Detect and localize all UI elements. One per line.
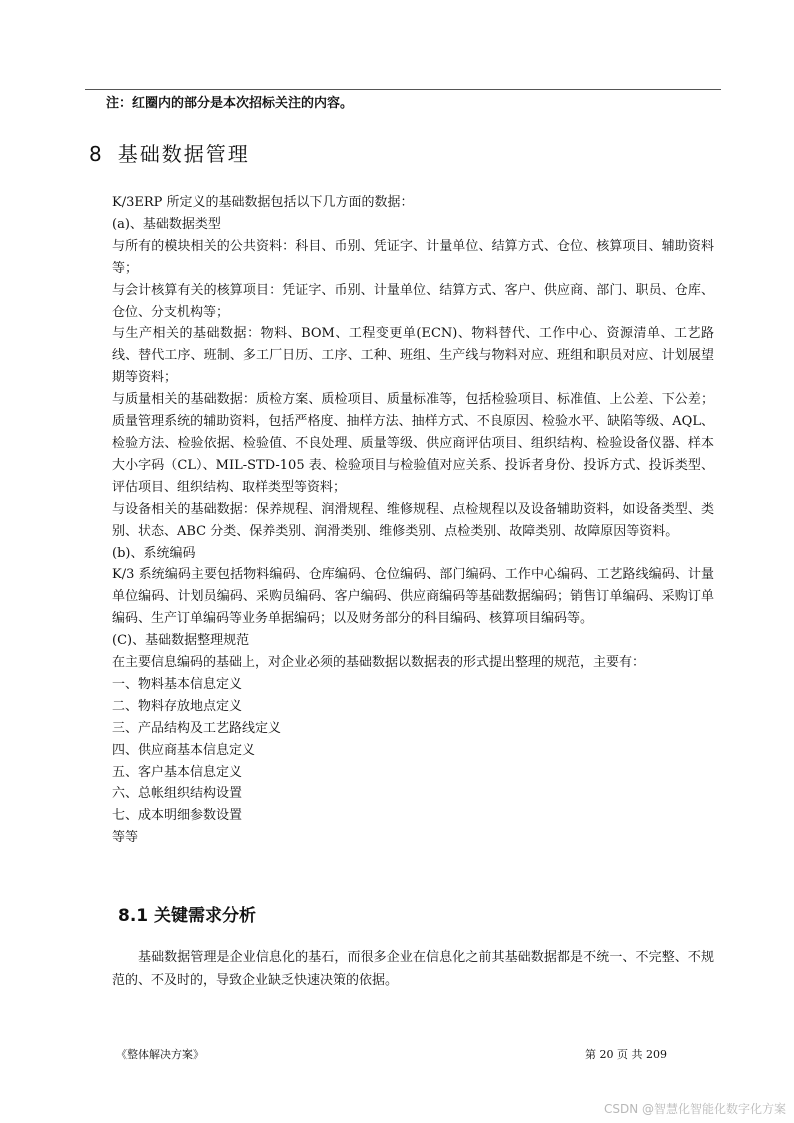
- list-item: 六、总帐组织结构设置: [112, 786, 243, 802]
- body-line: 与质量相关的基础数据：质检方案、质检项目、质量标准等，包括检验项目、标准值、上公差、下公差；质量管理系统的辅助资料，包括严格度、抽样方法、抽样方式、不良原因、检验水平、缺陷等级、AQL、检验方法、检验依据、检验值、不良处理、质量等级、供应商评估项目、组织结构、检验设备仪器、样本大小字码（CL）、MIL-STD-105 表、检验项目与检验值对应关系、投诉者身份、投诉方式、投诉类型、评估项目、组织结构、取样类型等资料；: [112, 392, 714, 495]
- list-item: 四、供应商基本信息定义: [112, 742, 256, 758]
- list-item: 二、物料存放地点定义: [112, 698, 243, 714]
- body-line: (C)、基础数据整理规范: [112, 633, 250, 649]
- body-line: 与设备相关的基础数据：保养规程、润滑规程、维修规程、点检规程以及设备辅助资料，如设备类型、类别、状态、ABC 分类、保养类别、润滑类别、维修类别、点检类别、故障类别、故障原因等资料。: [112, 501, 714, 539]
- list-item: 三、产品结构及工艺路线定义: [112, 720, 282, 736]
- section-title: 基础数据管理: [117, 142, 250, 166]
- body-line: (a)、基础数据类型: [112, 216, 221, 232]
- header-rule: [85, 89, 721, 90]
- list-item: 七、成本明细参数设置: [112, 808, 243, 824]
- footer-page-info: 第 20 页 共 209: [585, 1048, 667, 1061]
- body-line: 等等: [112, 830, 139, 846]
- subsection-heading: 8.1 关键需求分析: [118, 906, 257, 926]
- footer-doc-name: 《整体解决方案》: [116, 1048, 204, 1061]
- body-line: (b)、系统编码: [112, 545, 196, 561]
- body-line: K/3ERP 所定义的基础数据包括以下几方面的数据：: [112, 195, 414, 210]
- section-number: 8: [89, 142, 104, 166]
- body-line: K/3 系统编码主要包括物料编码、仓库编码、仓位编码、部门编码、工作中心编码、工艺路线编码、计量单位编码、计划员编码、采购员编码、客户编码、供应商编码等基础数据编码；销售订单编码、采购订单编码、生产订单编码等业务单据编码；以及财务部分的科目编码、核算项目编码等。: [112, 567, 714, 627]
- list-item: 五、客户基本信息定义: [112, 764, 243, 780]
- subsection-paragraph: [112, 946, 714, 992]
- body-line: 与所有的模块相关的公共资料：科目、币别、凭证字、计量单位、结算方式、仓位、核算项目、辅助资料等；: [112, 238, 714, 276]
- list-item: 一、物料基本信息定义: [112, 676, 243, 692]
- subsection-paragraph-text: 基础数据管理是企业信息化的基石，而很多企业在信息化之前其基础数据都是不统一、不完整、不规范的、不及时的，导致企业缺乏快速决策的依据。: [112, 950, 714, 988]
- header-note: 注：红圈内的部分是本次招标关注的内容。: [106, 96, 354, 111]
- body-line: 在主要信息编码的基础上，对企业必须的基础数据以数据表的形式提出整理的规范，主要有：: [112, 655, 646, 671]
- section-body: [112, 192, 714, 849]
- section-heading: [89, 140, 250, 168]
- body-line: 与生产相关的基础数据：物料、BOM、工程变更单(ECN)、物料替代、工作中心、资源清单、工艺路线、替代工序、班制、多工厂日历、工序、工种、班组、生产线与物料对应、班组和职员对应、计划展望期等资料；: [112, 326, 714, 386]
- body-line: 与会计核算有关的核算项目：凭证字、币别、计量单位、结算方式、客户、供应商、部门、职员、仓库、仓位、分支机构等；: [112, 282, 714, 320]
- watermark: CSDN @智慧化智能化数字化方案: [603, 1102, 786, 1116]
